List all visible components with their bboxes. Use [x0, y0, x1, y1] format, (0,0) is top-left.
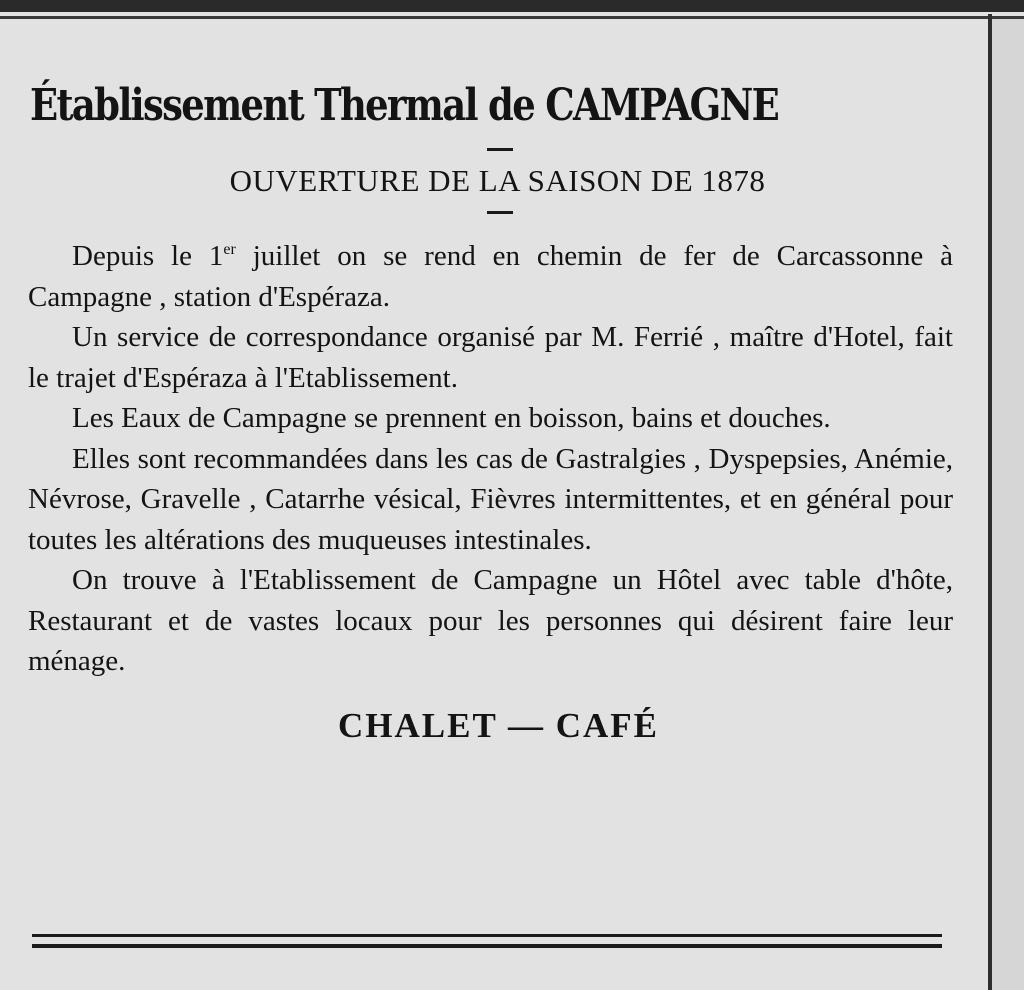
- adjacent-column: [992, 19, 1024, 990]
- top-rule: [0, 0, 1024, 12]
- paragraph-indications: Elles sont recommandées dans les cas de Gastralgies , Dyspepsies, Anémie, Névrose, Gravelle , Catarrhe vésical, Fièvres intermittentes, et en général pour toutes les altérations des muqueuses intestinales.: [28, 442, 953, 556]
- ad-title: Établissement Thermal de CAMPAGNE: [30, 80, 779, 131]
- title-separator: [487, 148, 513, 151]
- ordinal-suffix: er: [223, 241, 236, 258]
- paragraph-rail-service: [28, 236, 953, 317]
- ad-footer: CHALET — CAFÉ: [338, 705, 659, 745]
- advertisement: [28, 60, 953, 748]
- ad-body: [28, 236, 953, 682]
- bottom-double-rule: [32, 934, 942, 948]
- ad-subtitle: OUVERTURE DE LA SAISON DE 1878: [229, 163, 766, 198]
- paragraph-correspondence: Un service de correspondance organisé par M. Ferrié , maître d'Hotel, fait le trajet d'Espéraza à l'Etablissement.: [28, 321, 953, 394]
- paragraph-waters: Les Eaux de Campagne se prennent en boisson, bains et douches.: [72, 402, 831, 434]
- subtitle-separator: [487, 211, 513, 214]
- paragraph-hotel: On trouve à l'Etablissement de Campagne un Hôtel avec table d'hôte, Restaurant et de vastes locaux pour les personnes qui désirent faire leur ménage.: [28, 564, 953, 677]
- paragraph-rail-end: juillet on se rend en chemin de fer de Carcassonne à Campagne , station d'Espéraza.: [28, 240, 954, 313]
- paragraph-rail-start: Depuis le 1: [72, 240, 224, 272]
- top-rule-thin: [0, 16, 1024, 19]
